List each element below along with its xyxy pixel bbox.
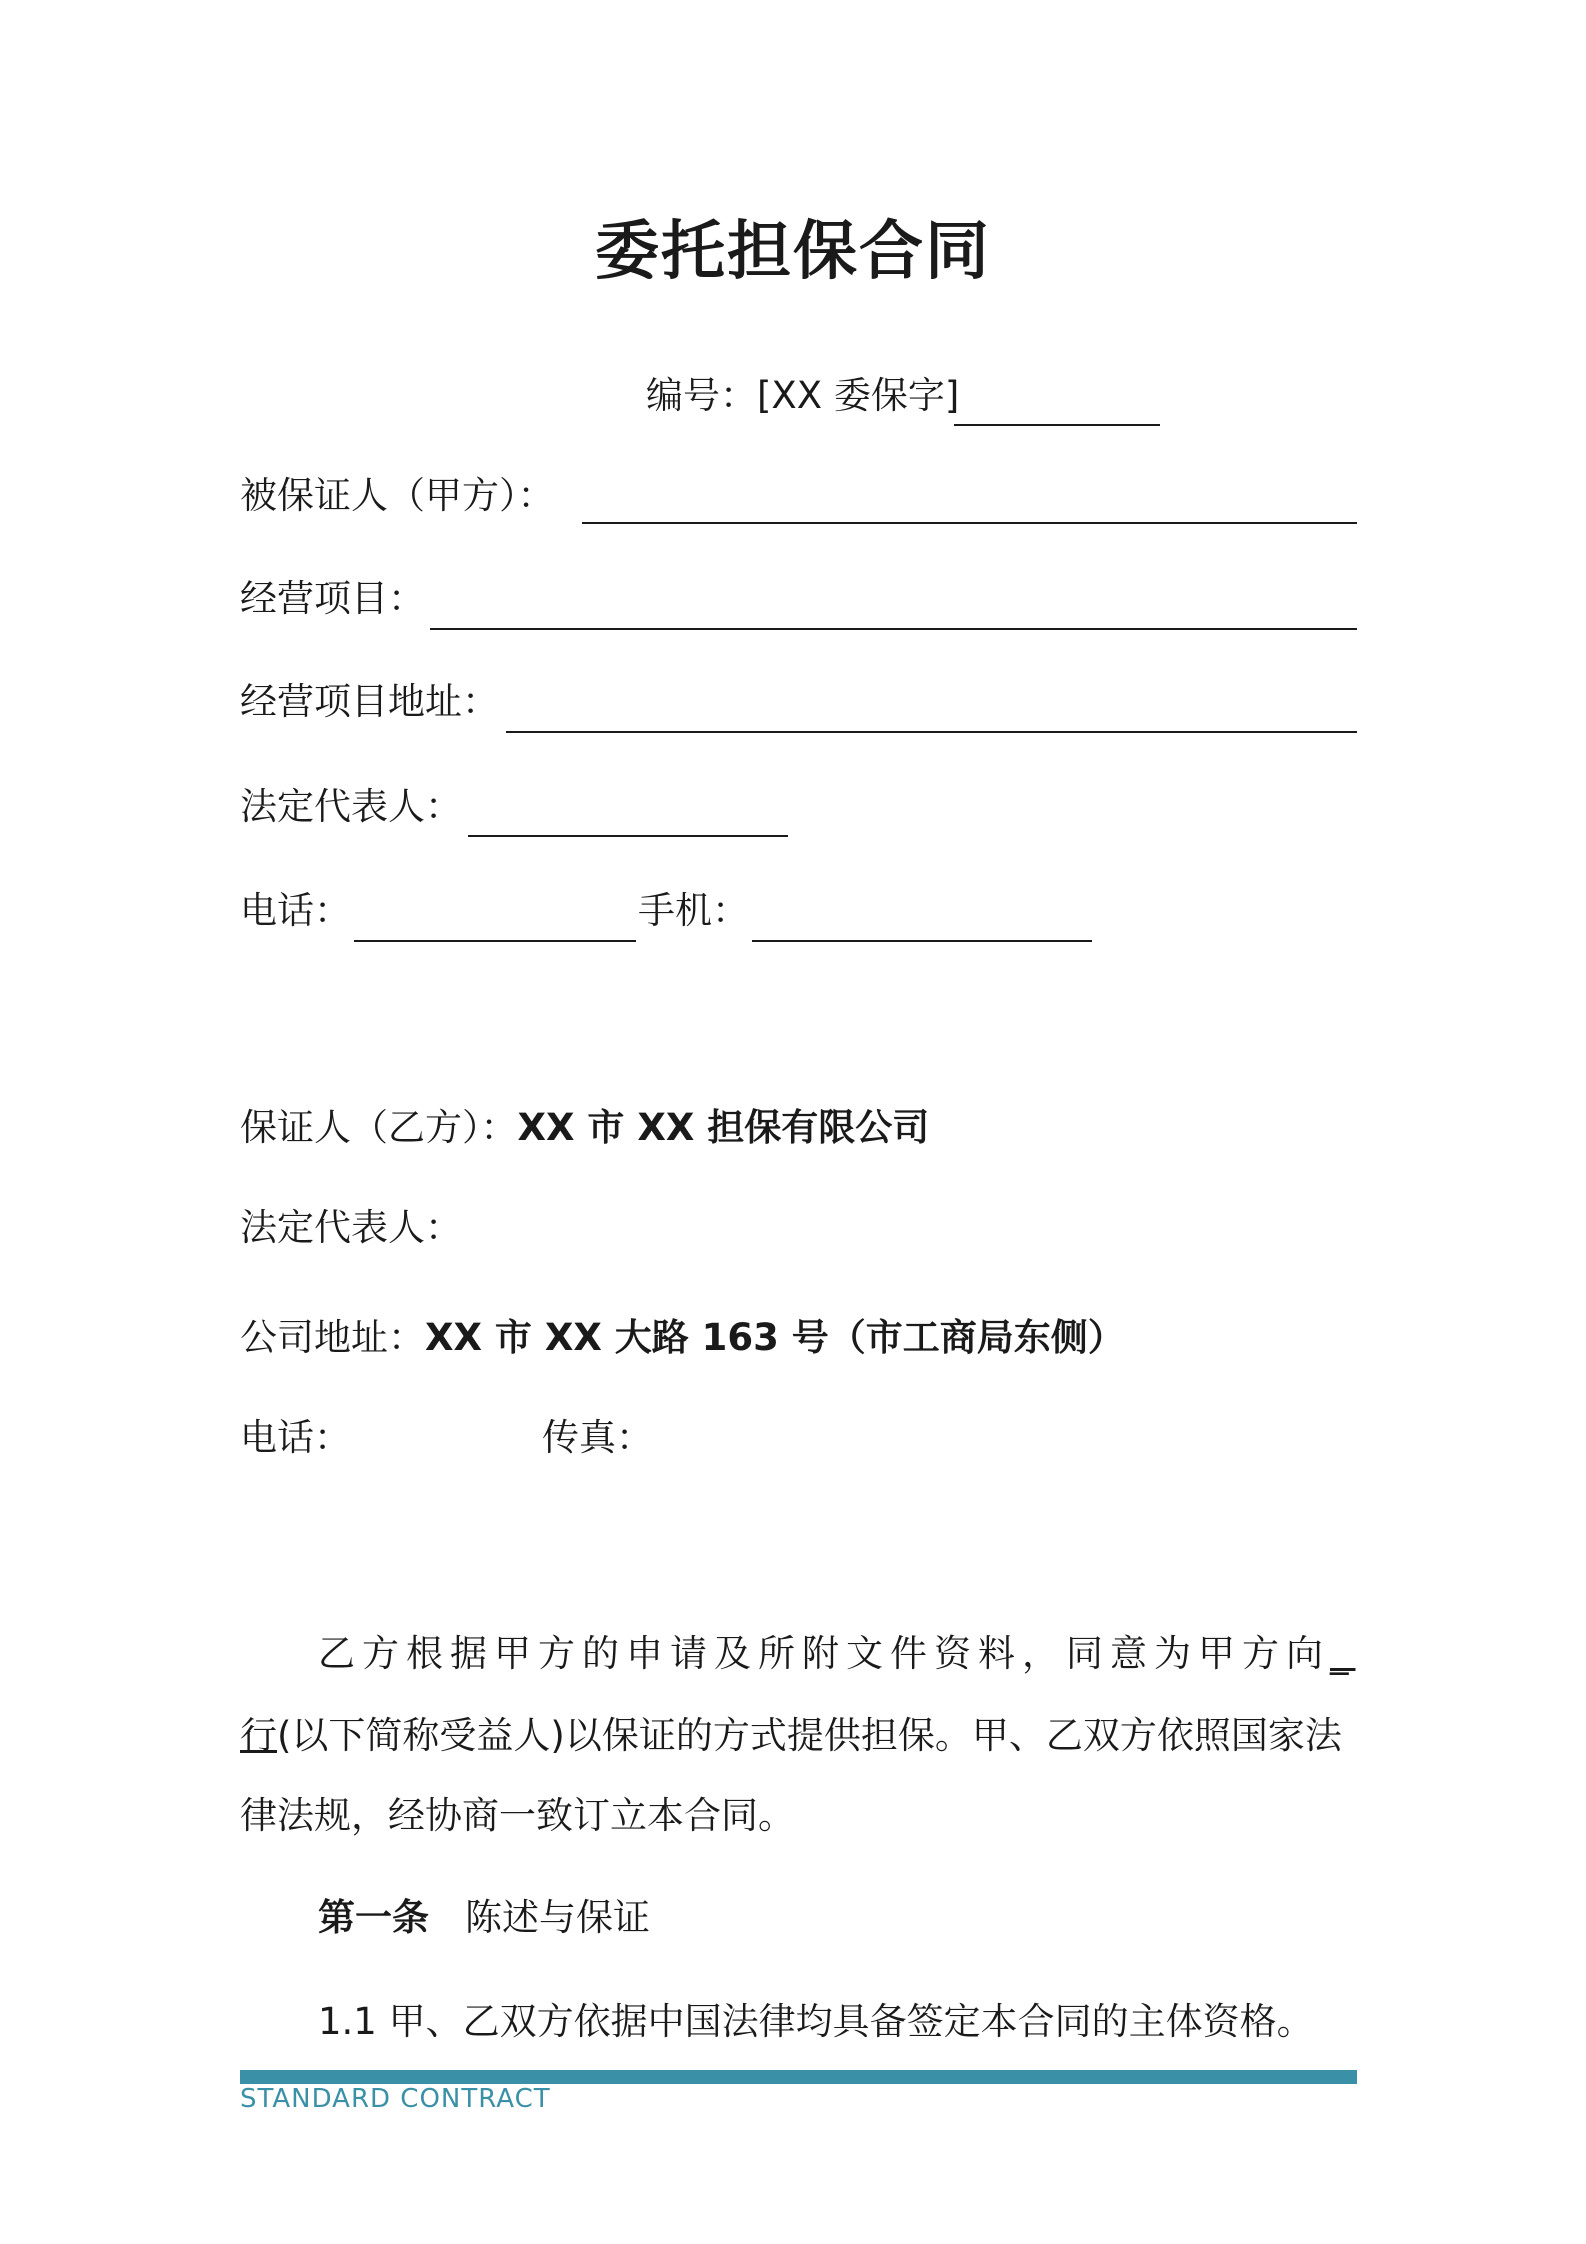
bank-suffix: 行 (240, 1714, 277, 1757)
bank-name-blank[interactable]: _ (1330, 1632, 1356, 1675)
party-b-legal-rep-label: 法定代表人： (240, 1206, 462, 1249)
company-address-row (240, 1314, 1125, 1362)
article-1-number: 第一条 (318, 1896, 429, 1939)
business-address-blank[interactable] (506, 731, 1357, 733)
footer-label: STANDARD CONTRACT (240, 2084, 551, 2114)
clause-1-1: 1.1 甲、乙双方依据中国法律均具备签定本合同的主体资格。 (318, 2000, 1314, 2043)
party-a-mobile-label: 手机： (638, 889, 749, 932)
party-a-phone-label: 电话： (240, 889, 351, 932)
contract-number-blank[interactable] (954, 424, 1160, 426)
party-a-mobile-blank[interactable] (752, 940, 1092, 942)
preamble-line-2-text: (以下简称受益人)以保证的方式提供担保。甲、乙双方依照国家法 (277, 1714, 1342, 1757)
guaranteed-party-blank[interactable] (582, 522, 1357, 524)
party-a-phone-blank[interactable] (354, 940, 636, 942)
business-scope-blank[interactable] (430, 628, 1357, 630)
preamble-line-2 (240, 1712, 1342, 1760)
preamble-line-1-text: 乙方根据甲方的申请及所附文件资料，同意为甲方向 (318, 1632, 1330, 1675)
business-address-label: 经营项目地址： (240, 680, 499, 723)
guarantor-value: XX 市 XX 担保有限公司 (517, 1106, 930, 1149)
guaranteed-party-label: 被保证人（甲方）： (240, 474, 555, 517)
preamble-line-1 (318, 1630, 1356, 1678)
party-b-phone-label: 电话： (240, 1416, 351, 1459)
party-a-legal-rep-label: 法定代表人： (240, 785, 462, 828)
guarantor-label: 保证人（乙方）： (240, 1106, 518, 1149)
article-1-title: 陈述与保证 (465, 1896, 650, 1939)
preamble-line-3: 律法规，经协商一致订立本合同。 (240, 1794, 795, 1837)
contract-number-label: 编号：[XX 委保字] (646, 374, 960, 417)
party-a-legal-rep-blank[interactable] (468, 835, 788, 837)
company-address-label: 公司地址： (240, 1316, 425, 1359)
business-scope-label: 经营项目： (240, 577, 425, 620)
article-1-heading (318, 1894, 650, 1942)
company-address-value: XX 市 XX 大路 163 号（市工商局东侧） (425, 1316, 1125, 1359)
party-b-fax-label: 传真： (542, 1416, 653, 1459)
document-title: 委托担保合同 (595, 215, 991, 289)
footer-divider (240, 2070, 1357, 2084)
guarantor-row (240, 1104, 929, 1152)
